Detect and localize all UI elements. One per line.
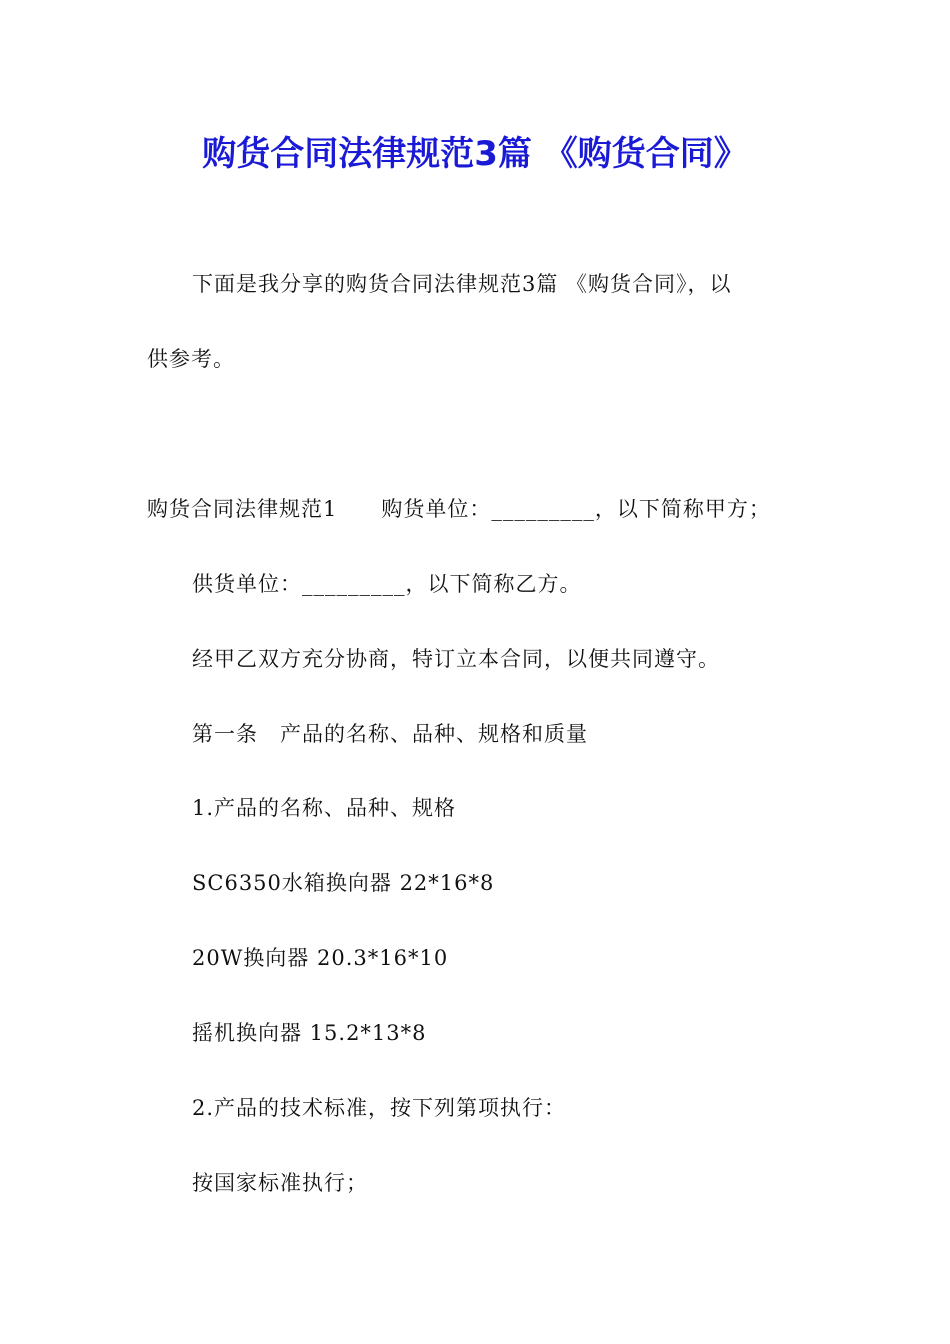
- document-title: 购货合同法律规范3篇 《购货合同》: [202, 134, 748, 174]
- national-standard-line: 按国家标准执行；: [192, 1171, 368, 1195]
- product-item-3: 摇机换向器 15.2*13*8: [192, 1021, 427, 1045]
- supplier-line: 供货单位：_________，以下简称乙方。: [192, 572, 582, 596]
- agreement-line: 经甲乙双方充分协商，特订立本合同，以便共同遵守。: [192, 647, 720, 671]
- article-one-heading: 第一条 产品的名称、品种、规格和质量: [192, 722, 588, 746]
- technical-standard-heading: 2.产品的技术标准，按下列第项执行：: [192, 1096, 567, 1120]
- product-item-1: SC6350水箱换向器 22*16*8: [192, 871, 495, 895]
- intro-line-1: 下面是我分享的购货合同法律规范3篇 《购货合同》，以: [192, 272, 732, 296]
- intro-line-2: 供参考。: [147, 347, 235, 371]
- product-spec-heading: 1.产品的名称、品种、规格: [192, 796, 457, 820]
- product-item-2: 20W换向器 20.3*16*10: [192, 946, 449, 970]
- section-heading-line: 购货合同法律规范1 购货单位：_________，以下简称甲方；: [147, 497, 771, 521]
